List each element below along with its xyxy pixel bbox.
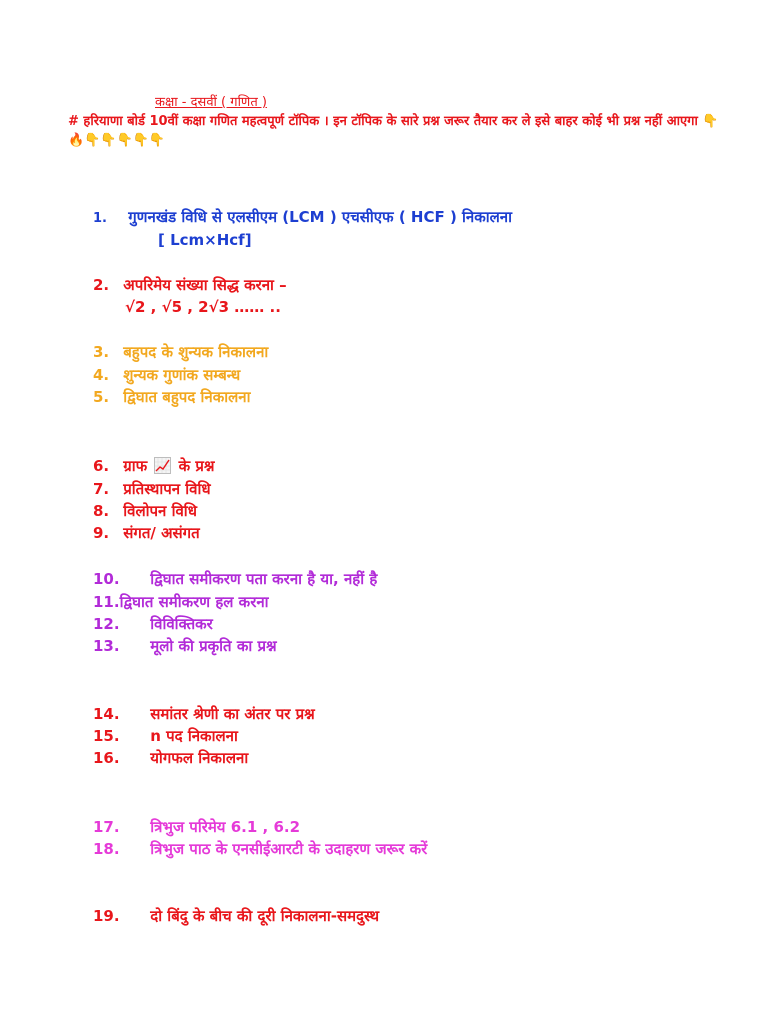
item-number: 18. <box>93 840 120 858</box>
item-text: विलोपन विधि <box>123 502 197 520</box>
list-item-13 <box>93 636 277 656</box>
item-number: 1. <box>93 211 107 226</box>
list-item-18 <box>93 839 427 859</box>
list-item-11 <box>93 592 269 612</box>
list-item-8 <box>93 501 197 521</box>
pointing-down-fire-icons: 👇🔥👇👇👇👇👇 <box>68 114 719 148</box>
page-title: कक्षा - दसवीं ( गणित ) <box>155 95 267 110</box>
item-number: 5. <box>93 388 110 406</box>
item-1-subtext: [ Lcm×Hcf] <box>158 231 252 249</box>
item-number: 9. <box>93 524 110 542</box>
list-item-6 <box>93 456 215 476</box>
item-text: n पद निकालना <box>150 727 238 745</box>
item-text-before: ग्राफ <box>123 457 148 475</box>
item-text: त्रिभुज परिमेय 6.1 , 6.2 <box>150 818 301 836</box>
list-item-16 <box>93 748 248 768</box>
item-number: 13. <box>93 637 120 655</box>
intro-text: # हरियाणा बोर्ड 10वीं कक्षा गणित महत्वपूर्ण टॉपिक । इन टॉपिक के सारे प्रश्न जरूर तैयार कर ले इसे बाहर कोई भी प्रश्न नहीं आएगा <box>68 114 698 129</box>
item-text: अपरिमेय संख्या सिद्ध करना – <box>123 276 287 294</box>
item-number: 10. <box>93 570 120 588</box>
item-number: 15. <box>93 727 120 745</box>
item-text: द्विघात बहुपद निकालना <box>123 388 251 406</box>
item-text: शुन्यक गुणांक सम्बन्ध <box>123 366 241 384</box>
item-text: योगफल निकालना <box>150 749 249 767</box>
item-text: गुणनखंड विधि से एलसीएम (LCM ) एचसीएफ ( HCF ) निकालना <box>128 208 513 226</box>
list-item-19 <box>93 906 379 926</box>
list-item-7 <box>93 479 211 499</box>
item-text: दो बिंदु के बीच की दूरी निकालना-समदुस्थ <box>150 907 380 925</box>
item-text-after: के प्रश्न <box>178 457 215 475</box>
list-item-15 <box>93 726 238 746</box>
list-item-2 <box>93 275 287 295</box>
item-number: 12. <box>93 615 120 633</box>
item-number: 6. <box>93 457 110 475</box>
item-text: प्रतिस्थापन विधि <box>123 480 211 498</box>
item-number: 19. <box>93 907 120 925</box>
list-item-12 <box>93 614 213 634</box>
item-number: 3. <box>93 343 110 361</box>
item-number: 16. <box>93 749 120 767</box>
item-number: 17. <box>93 818 120 836</box>
item-text: संगत/ असंगत <box>123 524 200 542</box>
item-text: विविक्तिकर <box>150 615 213 633</box>
item-number: 7. <box>93 480 110 498</box>
list-item-10 <box>93 569 377 589</box>
item-text: समांतर श्रेणी का अंतर पर प्रश्न <box>150 705 315 723</box>
item-number: 2. <box>93 276 110 294</box>
list-item-14 <box>93 704 315 724</box>
item-text: त्रिभुज पाठ के एनसीईआरटी के उदाहरण जरूर करें <box>150 840 428 858</box>
item-2-subtext: √2 , √5 , 2√3 …… .. <box>125 298 281 316</box>
item-text: द्विघात समीकरण हल करना <box>119 593 269 611</box>
item-number: 11. <box>93 593 120 611</box>
item-text: द्विघात समीकरण पता करना है या, नहीं है <box>150 570 378 588</box>
list-item-4 <box>93 365 240 385</box>
item-number: 8. <box>93 502 110 520</box>
list-item-1 <box>93 207 512 227</box>
chart-increasing-icon <box>154 457 171 474</box>
item-number: 14. <box>93 705 120 723</box>
list-item-17 <box>93 817 300 837</box>
list-item-5 <box>93 387 251 407</box>
list-item-3 <box>93 342 268 362</box>
list-item-9 <box>93 523 200 543</box>
intro-paragraph <box>68 112 728 150</box>
item-number: 4. <box>93 366 110 384</box>
item-text: बहुपद के शुन्यक निकालना <box>123 343 269 361</box>
item-text: मूलो की प्रकृति का प्रश्न <box>150 637 277 655</box>
